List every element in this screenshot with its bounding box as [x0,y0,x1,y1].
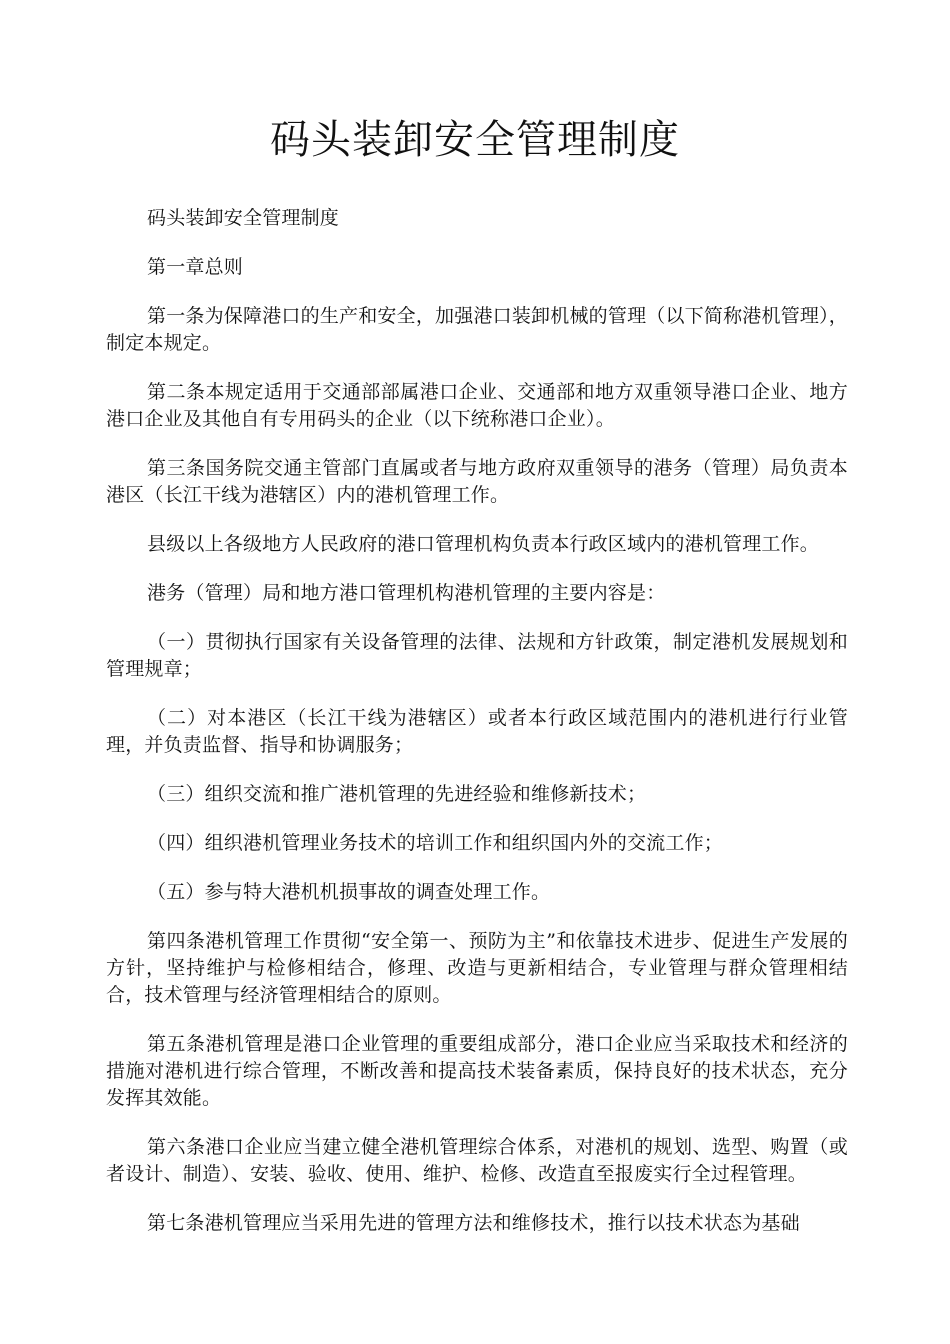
paragraph-subtitle: 码头装卸安全管理制度 [147,207,340,229]
document-title: 码头装卸安全管理制度 [270,117,680,163]
document-body [106,205,848,1259]
paragraph-article-3: 第三条国务院交通主管部门直属或者与地方政府双重领导的港务（管理）局负责本港区（长江干线为港辖区）内的港机管理工作。 [106,457,848,506]
paragraph-main-content-intro: 港务（管理）局和地方港口管理机构港机管理的主要内容是： [147,582,666,604]
paragraph-article-2: 第二条本规定适用于交通部部属港口企业、交通部和地方双重领导港口企业、地方港口企业及其他自有专用码头的企业（以下统称港口企业）。 [106,381,848,430]
paragraph-article-7: 第七条港机管理应当采用先进的管理方法和维修技术，推行以技术状态为基础 [147,1212,800,1234]
paragraph-article-5: 第五条港机管理是港口企业管理的重要组成部分，港口企业应当采取技术和经济的措施对港机进行综合管理，不断改善和提高技术装备素质，保持良好的技术状态，充分发挥其效能。 [106,1033,848,1109]
list-item-2: （二）对本港区（长江干线为港辖区）或者本行政区域范围内的港机进行行业管理，并负责监督、指导和协调服务； [106,707,848,756]
paragraph-article-4: 第四条港机管理工作贯彻“安全第一、预防为主”和依靠技术进步、促进生产发展的方针，坚持维护与检修相结合，修理、改造与更新相结合，专业管理与群众管理相结合，技术管理与经济管理相结合的原则。 [106,930,848,1006]
paragraph-article-1: 第一条为保障港口的生产和安全，加强港口装卸机械的管理（以下简称港机管理），制定本规定。 [106,305,848,354]
list-item-5: （五）参与特大港机机损事故的调查处理工作。 [147,881,551,903]
paragraph-chapter-heading: 第一章总则 [147,256,244,278]
paragraph-article-3-local: 县级以上各级地方人民政府的港口管理机构负责本行政区域内的港机管理工作。 [147,533,820,555]
list-item-3: （三）组织交流和推广港机管理的先进经验和维修新技术； [147,783,647,805]
paragraph-article-6: 第六条港口企业应当建立健全港机管理综合体系，对港机的规划、选型、购置（或者设计、制造）、安装、验收、使用、维护、检修、改造直至报废实行全过程管理。 [106,1136,848,1185]
list-item-4: （四）组织港机管理业务技术的培训工作和组织国内外的交流工作； [147,832,724,854]
list-item-1: （一）贯彻执行国家有关设备管理的法律、法规和方针政策，制定港机发展规划和管理规章； [106,631,848,680]
